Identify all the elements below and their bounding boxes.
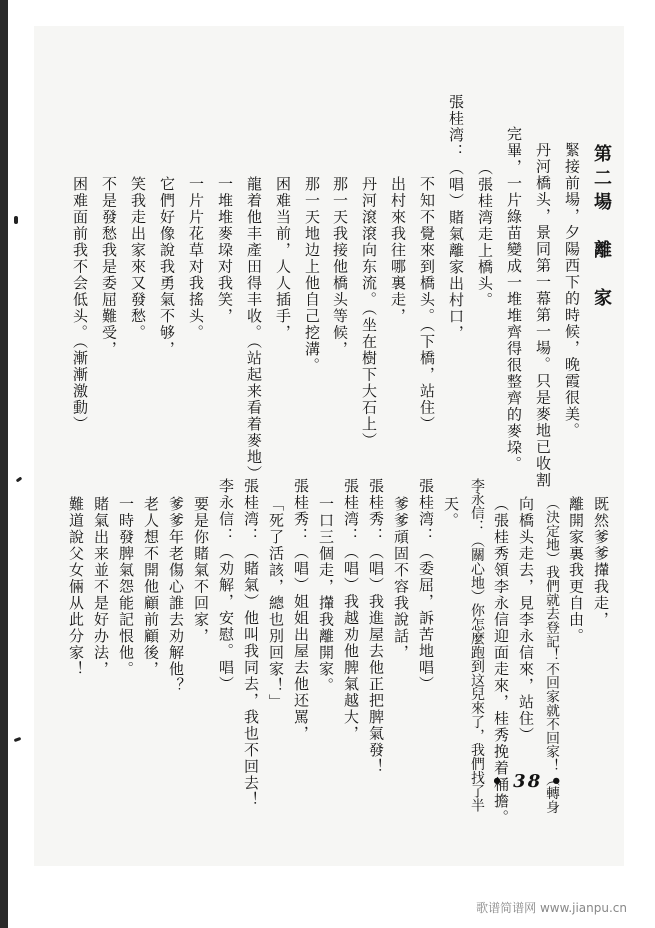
text-column: （決定地）我們就去登記！不回家就不回家！（轉身 [543,496,559,814]
binding-mark [16,477,23,483]
text-column: 丹河滾滾向东流。（坐在樹下大石上） [360,176,378,449]
text-column: 張桂湾：（唱）我越劝他脾氣越大， [342,478,360,742]
text-column: 緊接前場，夕陽西下的時候，晚霞很美。 [563,142,581,439]
text-column: 一堆堆麥垜对我笑， [216,176,234,325]
text-column: 爹爹年老傷心誰去劝解他？ [167,496,185,694]
text-column: 完畢，一片綠苗變成一堆堆齊得很整齊的麥垜。 [505,126,523,473]
text-column: 要是你賭氣不回家， [192,496,210,645]
text-column: 離開家裏我更自由。 [567,496,585,645]
text-column: 出村來我往哪裏走， [389,176,407,325]
text-column: 那一天地边上他自己挖溝。 [303,176,321,374]
text-column: 一片片花草对我搖头。 [187,176,205,341]
text-column: 李永信：（劝解，安慰。唱） [217,478,235,693]
text-column: 老人想不開他顧前顧後， [142,496,160,678]
text-column: 不知不覺來到橋头。（下橋，站住） [418,176,436,433]
text-column: 賭氣出来並不是好办法， [92,496,110,678]
binding-mark [14,737,22,742]
text-column: 一時發脾氣怨能記恨他。 [117,496,135,678]
text-column: 它們好像說我勇氣不够， [158,176,176,358]
page-number: • 38 • [491,771,564,792]
site-watermark: 歌谱简谱网 www.jianpu.cn [476,901,627,915]
text-column: 丹河橋头，景同第一幕第一場。只是麥地已收割 [534,142,552,489]
text-column: 張桂秀：（唱）姐姐出屋去他还罵， [292,478,310,742]
text-column: 一口三個走，攆我離開家。 [317,496,335,694]
text-column: 張桂湾：（賭氣）他叫我同去，我也不回去！ [242,478,260,808]
scene-title: 第二場 離 家 [591,144,612,312]
text-column: 張桂湾：（委屈，訴苦地唱） [417,478,435,693]
text-column: 那一天我接他橋头等候， [331,176,349,358]
text-column: 「死了活該，總也別回家！」 [267,496,285,711]
text-column: 笑我走出家來又發愁。 [129,176,147,341]
text-column: （張桂秀領李永信迎面走來，桂秀挽着桶擔。 [492,496,510,826]
text-column: 張桂湾：（唱）賭氣離家出村口， [447,94,465,342]
text-column: 難道說父女倆从此分家！ [67,496,85,678]
text-column: （張桂湾走上橋头。 [476,160,494,309]
document-page [34,26,624,866]
text-column: 爹爹頑固不容我說話， [392,496,410,661]
text-column: 天。 [442,496,460,529]
text-column: 既然爹爹攆我走， [592,496,610,628]
text-column: 李永信：（關心地）你怎麼跑到这兒來了，我們找了半 [468,478,484,813]
text-column: 張桂秀：（唱）我進屋去他正把脾氣發！ [367,478,385,775]
binding-mark [14,216,18,224]
text-column: 龍着他丰產田得丰收。（站起来看着麥地） [245,176,263,482]
text-column: 困难面前我不会低头。（漸漸激動） [71,176,89,433]
scan-edge [0,0,8,928]
text-column: 向橋头走去，見李永信來，站住） [517,496,535,744]
text-column: 不是發愁我是委屈難受， [100,176,118,358]
text-column: 困难当前，人人插手， [274,176,292,341]
